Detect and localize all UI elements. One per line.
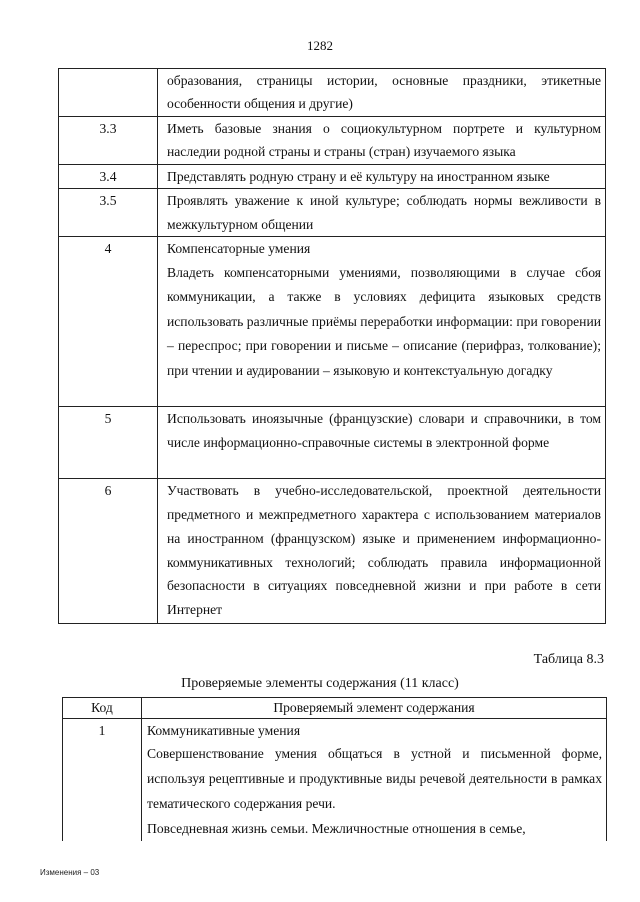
table-row	[59, 165, 606, 189]
row-code	[59, 69, 158, 117]
row-subheading: Коммуникативные умения	[147, 723, 301, 738]
table-row	[59, 407, 606, 479]
table-row	[59, 237, 606, 407]
row-text: Представлять родную страну и её культуру на иностранном языке	[158, 165, 606, 189]
row-code: 4	[59, 237, 158, 407]
table-row	[59, 69, 606, 117]
row-text	[142, 719, 607, 842]
table-row	[59, 189, 606, 237]
row-code: 5	[59, 407, 158, 479]
table-title: Проверяемые элементы содержания (11 класс)	[181, 676, 459, 691]
row-text: образования, страницы истории, основные праздники, этикетные особенности общения и другие)	[158, 69, 606, 117]
table-caption: Таблица 8.3	[533, 652, 604, 667]
table-header-row	[63, 698, 607, 719]
content-elements-table	[62, 697, 607, 841]
page-number: 1282	[307, 38, 333, 53]
row-paragraph: Совершенствование умения общаться в устной и письменной форме, используя рецептивные и продуктивные виды речевой деятельности в рамках тематического содержания речи.	[147, 746, 602, 811]
footer-revision: Изменения – 03	[40, 868, 100, 877]
row-text: Использовать иноязычные (французские) словари и справочники, в том числе информационно-справочные системы в электронной форме	[158, 407, 606, 479]
table-row	[63, 719, 607, 842]
row-code: 3.5	[59, 189, 158, 237]
table-row	[59, 117, 606, 165]
row-text	[158, 237, 606, 407]
row-text: Иметь базовые знания о социокультурном портрете и культурном наследии родной страны и страны (стран) изучаемого языка	[158, 117, 606, 165]
row-code: 3.4	[59, 165, 158, 189]
header-element: Проверяемый элемент содержания	[142, 698, 607, 719]
header-code: Код	[63, 698, 142, 719]
row-code: 6	[59, 479, 158, 624]
table-row	[59, 479, 606, 624]
row-text: Участвовать в учебно-исследовательской, проектной деятельности предметного и межпредметного характера с использованием материалов на иностранном (французском) языке и применением информационно-коммуникативных технологий; соблюдать правила информационной безопасности в ситуациях повседневной жизни и при работе в сети Интернет	[158, 479, 606, 624]
row-paragraph: Владеть компенсаторными умениями, позволяющими в случае сбоя коммуникации, а также в условиях дефицита языковых средств использовать различные приёмы переработки информации: при говорении – переспрос; при говорении и письме – описание (перифраз, толкование); при чтении и аудировании – языковую и контекстуальную догадку	[167, 264, 601, 378]
skills-table	[58, 68, 606, 624]
row-paragraph: Повседневная жизнь семьи. Межличностные отношения в семье,	[147, 820, 526, 836]
row-text: Проявлять уважение к иной культуре; соблюдать нормы вежливости в межкультурном общении	[158, 189, 606, 237]
row-subheading: Компенсаторные умения	[167, 241, 311, 257]
row-code: 1	[63, 719, 142, 842]
row-code: 3.3	[59, 117, 158, 165]
